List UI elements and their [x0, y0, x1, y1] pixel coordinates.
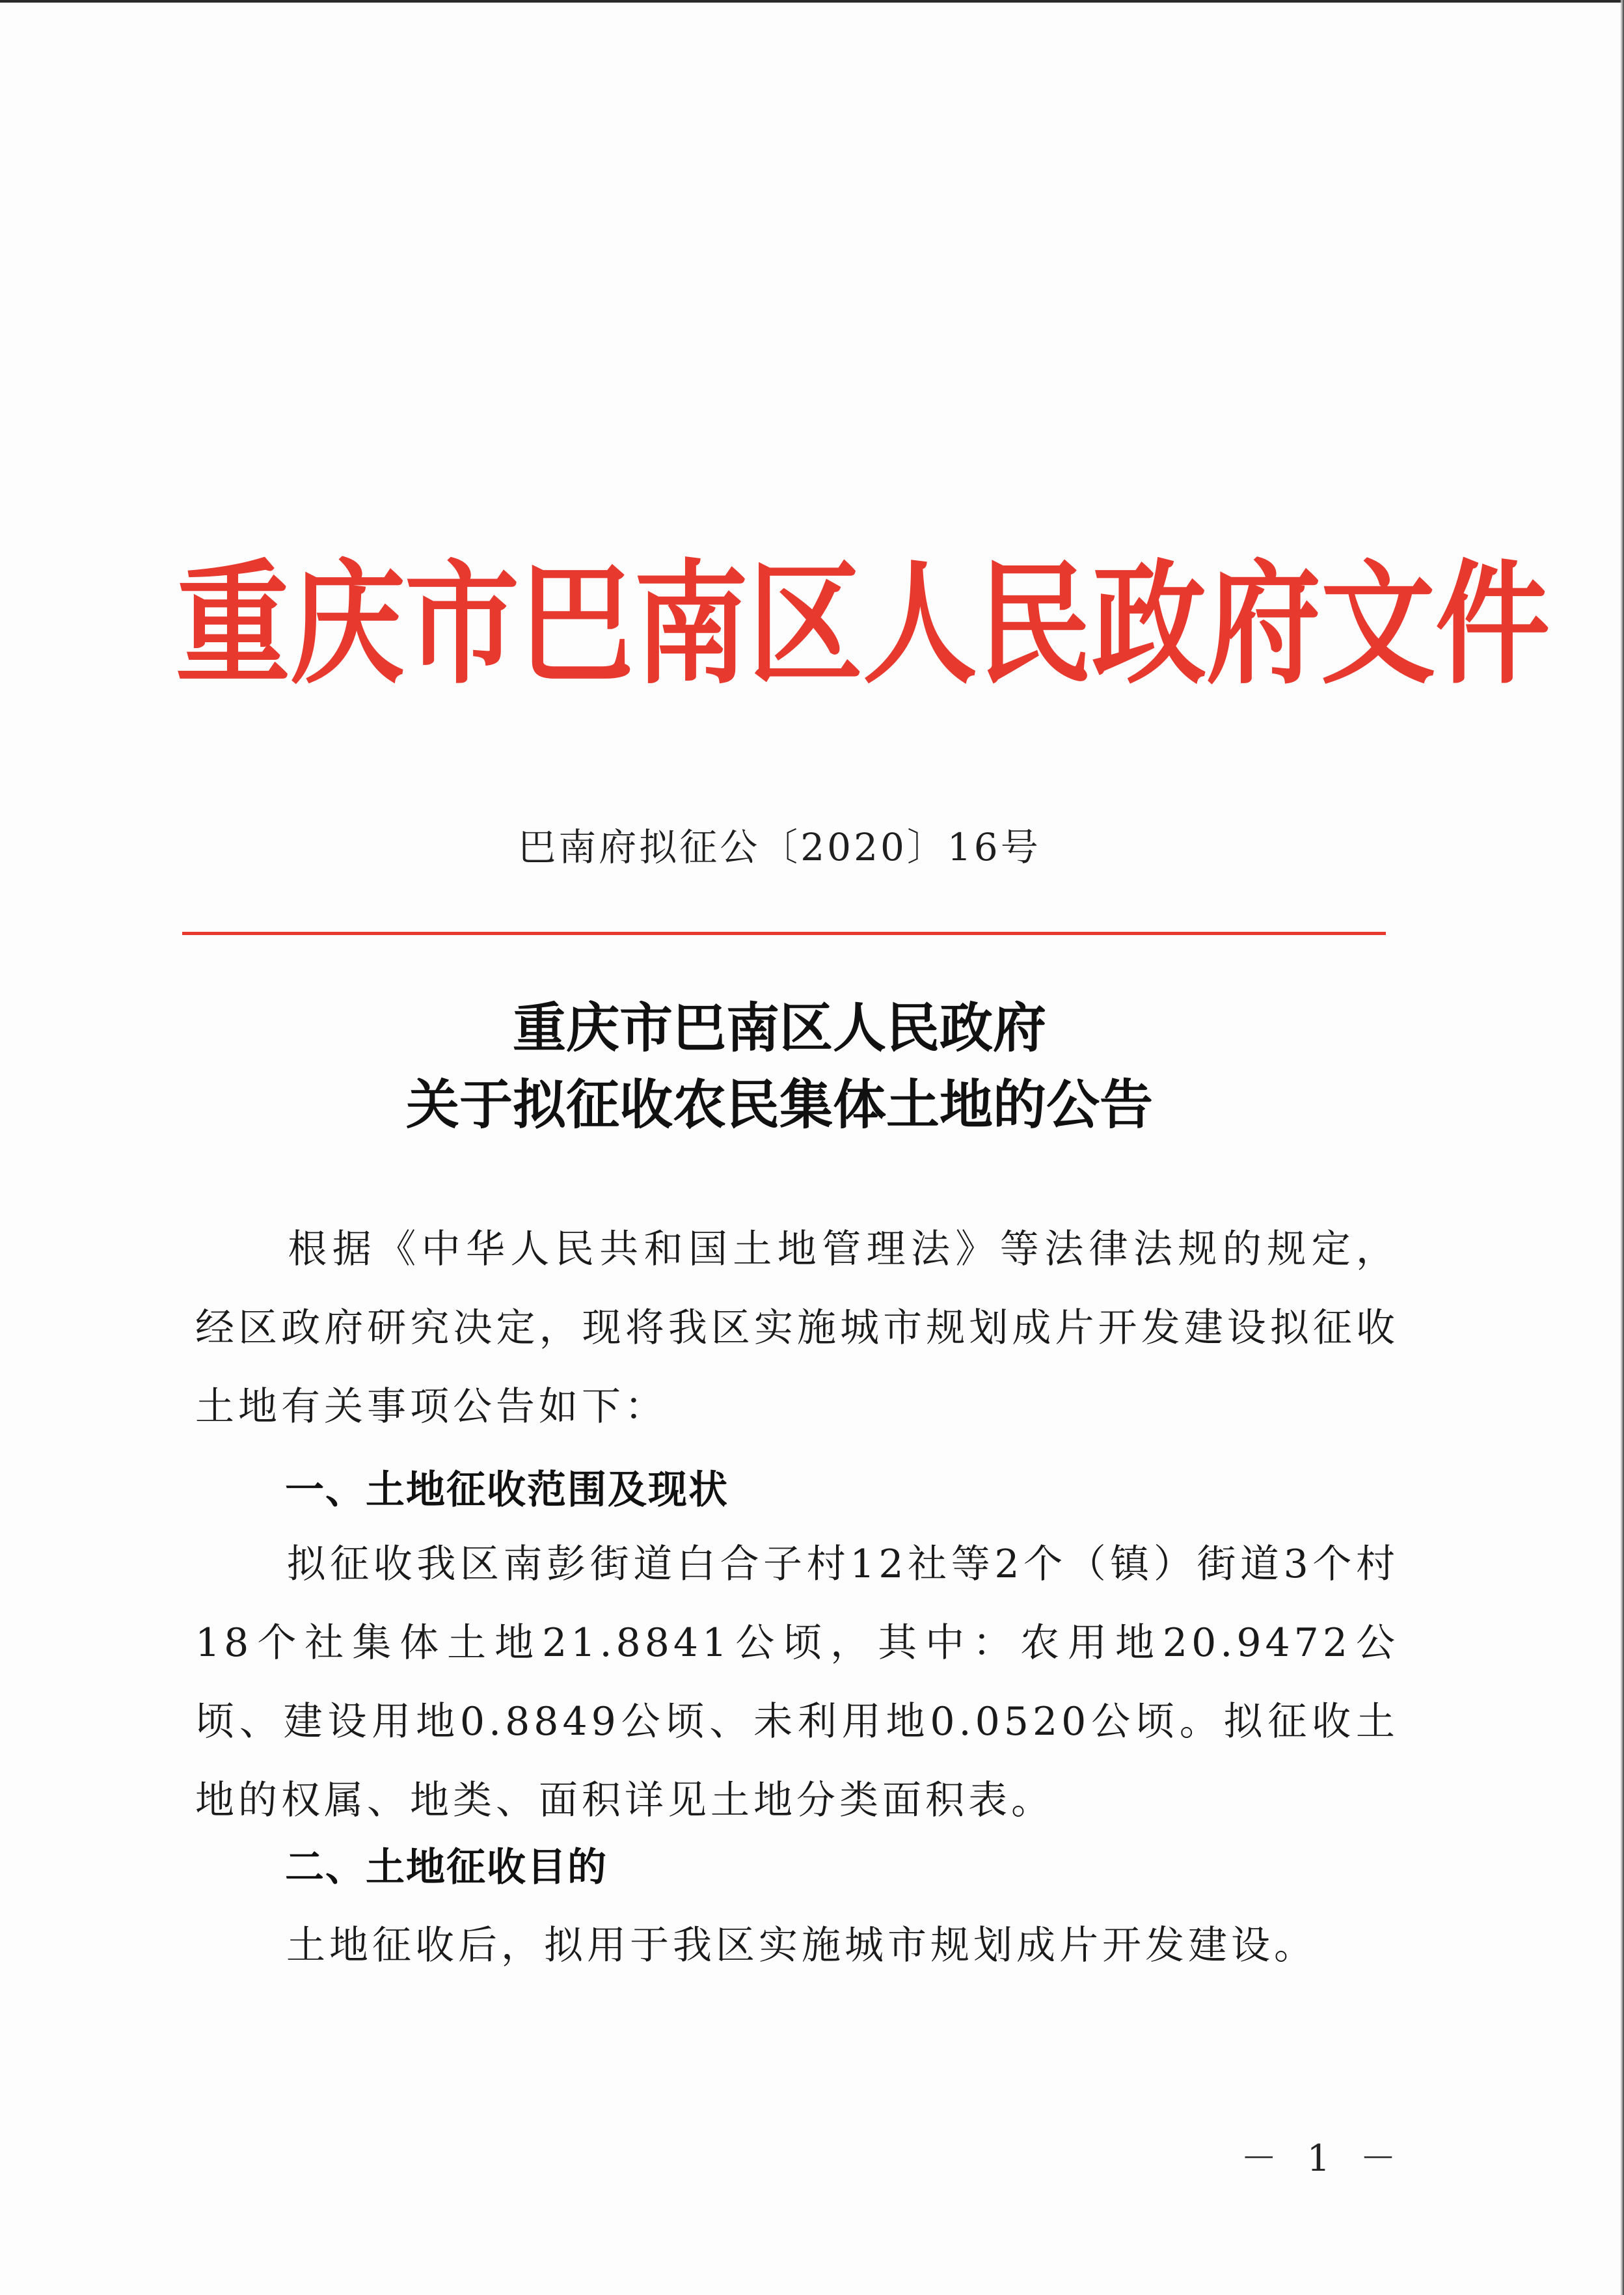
scan-edge-top	[0, 0, 1624, 3]
section-1-paragraph-text: 拟征收我区南彭街道白合子村12社等2个（镇）街道3个村18个社集体土地21.8841公顷，其中：农用地20.9472公顷、建设用地0.8849公顷、未利用地0.0520公顷。拟征收土地的权属、地类、面积详见土地分类面积表。	[195, 1541, 1399, 1823]
page-number: － 1 －	[1240, 2138, 1405, 2180]
section-2-paragraph	[195, 1907, 1399, 1985]
section-2-paragraph-text: 土地征收后，拟用于我区实施城市规划成片开发建设。	[286, 1923, 1317, 1968]
title-line-2: 关于拟征收农民集体土地的公告	[405, 1074, 1153, 1136]
document-number: 巴南府拟征公〔2020〕16号	[518, 825, 1041, 869]
section-1-paragraph	[195, 1525, 1399, 1840]
scan-edge-right	[1620, 0, 1624, 2295]
intro-paragraph	[195, 1210, 1399, 1446]
section-1-heading: 一、土地征收范围及现状	[285, 1467, 729, 1513]
red-divider-line	[182, 932, 1386, 935]
intro-paragraph-text: 根据《中华人民共和国土地管理法》等法律法规的规定，经区政府研究决定，现将我区实施城市规划成片开发建设拟征收土地有关事项公告如下：	[195, 1227, 1399, 1430]
title-line-1: 重庆市巴南区人民政府	[512, 997, 1046, 1059]
red-masthead: 重庆市巴南区人民政府文件	[176, 546, 1550, 703]
section-2-heading: 二、土地征收目的	[285, 1845, 608, 1890]
